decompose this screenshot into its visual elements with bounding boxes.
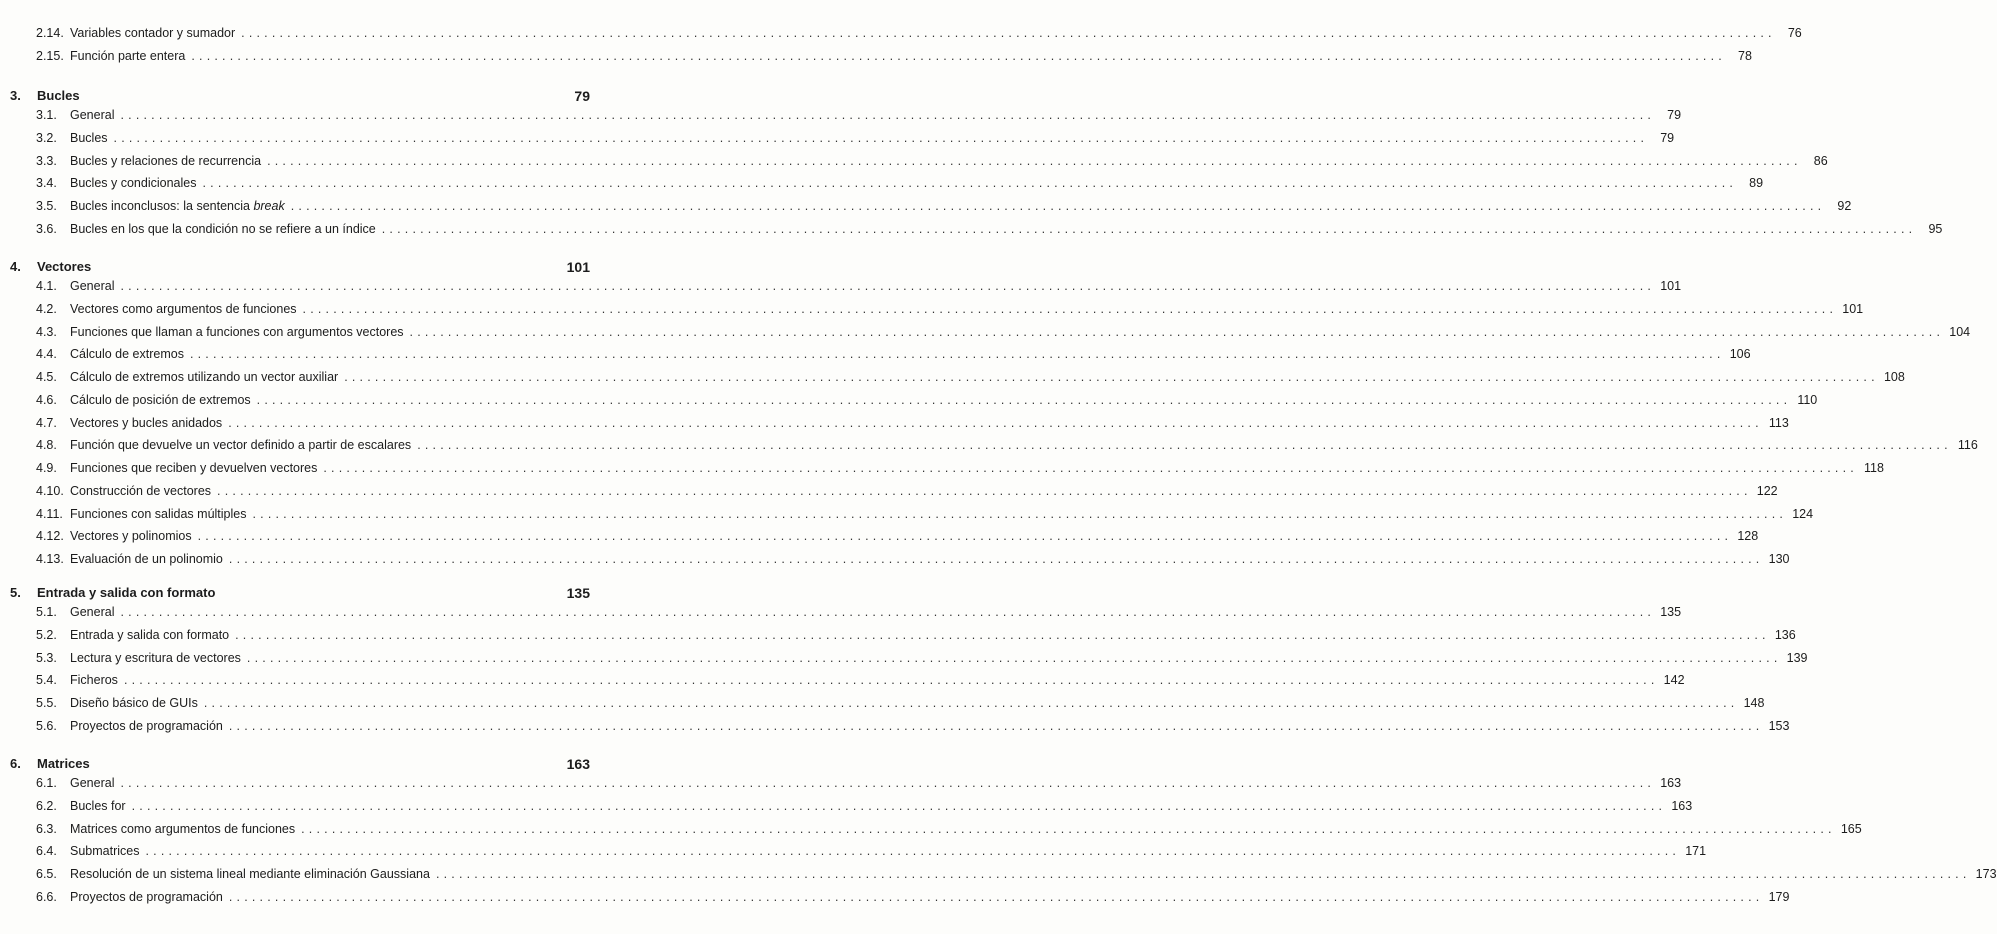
toc-entry (36, 776, 1682, 796)
entry-title: Cálculo de posición de extremos (70, 393, 251, 407)
entry-title: Diseño básico de GUIs (70, 696, 198, 710)
entry-number: 4.1. (36, 279, 57, 293)
entry-number: 5.5. (36, 696, 57, 710)
entry-number: 3.2. (36, 131, 57, 145)
entry-page: 110 (1797, 393, 1818, 407)
toc-entry (36, 822, 1862, 842)
entry-title: Bucles inconclusos: la sentencia break (70, 199, 285, 213)
dot-leader: ........................................................................................................................................................................................................ (435, 867, 1971, 881)
entry-number: 4.12. (36, 529, 64, 543)
entry-title: Proyectos de programación (70, 890, 223, 904)
toc-entry (36, 484, 1778, 504)
dot-leader: ........................................................................................................................................................................................................ (202, 176, 1738, 190)
dot-leader: ........................................................................................................................................................................................................ (120, 605, 1656, 619)
chapter-number: 4. (10, 259, 21, 274)
chapter-number: 6. (10, 756, 21, 771)
entry-number: 3.3. (36, 154, 57, 168)
toc-entry (36, 49, 1752, 69)
toc-entry (36, 393, 1818, 413)
entry-page: 148 (1743, 696, 1765, 710)
dot-leader: ........................................................................................................................................................................................................ (203, 696, 1739, 710)
toc-entry (36, 131, 1675, 151)
toc-entry (36, 651, 1808, 671)
entry-title: Lectura y escritura de vectores (70, 651, 241, 665)
toc-entry (36, 222, 1943, 242)
dot-leader: ........................................................................................................................................................................................................ (228, 552, 1764, 566)
entry-number: 6.3. (36, 822, 57, 836)
entry-title: Bucles for (70, 799, 126, 813)
entry-number: 5.6. (36, 719, 57, 733)
entry-title: Variables contador y sumador (70, 26, 236, 40)
entry-number: 4.3. (36, 325, 57, 339)
entry-title: Matrices como argumentos de funciones (70, 822, 296, 836)
entry-number: 3.1. (36, 108, 57, 122)
toc-entry (36, 719, 1790, 739)
entry-number: 2.14. (36, 26, 64, 40)
entry-page: 135 (1660, 605, 1682, 619)
chapter-title: Entrada y salida con formato (37, 585, 216, 600)
toc-entry (36, 673, 1685, 693)
chapter-heading (10, 88, 590, 110)
toc-entry (36, 347, 1751, 367)
dot-leader: ........................................................................................................................................................................................................ (381, 222, 1917, 236)
dot-leader: ........................................................................................................................................................................................................ (246, 651, 1782, 665)
dot-leader: ........................................................................................................................................................................................................ (267, 154, 1802, 168)
entry-page: 89 (1749, 176, 1764, 190)
toc-entry (36, 108, 1682, 128)
entry-title: Funciones que reciben y devuelven vectores (70, 461, 318, 475)
dot-leader: ........................................................................................................................................................................................................ (228, 890, 1764, 904)
entry-title: General (70, 108, 115, 122)
dot-leader: ........................................................................................................................................................................................................ (120, 776, 1656, 790)
entry-number: 5.4. (36, 673, 57, 687)
chapter-heading (10, 756, 590, 778)
dot-leader: ........................................................................................................................................................................................................ (120, 279, 1656, 293)
entry-number: 3.5. (36, 199, 57, 213)
dot-leader: ........................................................................................................................................................................................................ (417, 438, 1952, 452)
chapter-title: Matrices (37, 756, 90, 771)
entry-page: 79 (1667, 108, 1682, 122)
entry-title: Vectores como argumentos de funciones (70, 302, 297, 316)
entry-title: Evaluación de un polinomio (70, 552, 223, 566)
toc-entry (36, 199, 1852, 219)
toc-entry (36, 507, 1814, 527)
entry-page: 78 (1738, 49, 1752, 63)
toc-entry (36, 552, 1790, 572)
entry-page: 128 (1737, 529, 1759, 543)
entry-number: 4.4. (36, 347, 57, 361)
dot-leader: ........................................................................................................................................................................................................ (323, 461, 1858, 475)
dot-leader: ........................................................................................................................................................................................................ (197, 529, 1733, 543)
entry-title: Funciones con salidas múltiples (70, 507, 247, 521)
chapter-heading (10, 259, 590, 281)
entry-title: Función parte entera (70, 49, 186, 63)
entry-page: 122 (1756, 484, 1778, 498)
toc-entry (36, 154, 1828, 174)
dot-leader: ........................................................................................................................................................................................................ (252, 507, 1788, 521)
entry-number: 4.2. (36, 302, 57, 316)
entry-number: 2.15. (36, 49, 64, 63)
toc-entry (36, 844, 1707, 864)
entry-page: 165 (1840, 822, 1862, 836)
entry-number: 4.11. (36, 507, 63, 521)
entry-title: Funciones que llaman a funciones con argumentos vectores (70, 325, 404, 339)
entry-number: 6.1. (36, 776, 57, 790)
chapter-title: Bucles (37, 88, 80, 103)
entry-number: 6.5. (36, 867, 57, 881)
entry-title: Cálculo de extremos (70, 347, 184, 361)
entry-number: 5.3. (36, 651, 57, 665)
dot-leader: ........................................................................................................................................................................................................ (290, 199, 1826, 213)
chapter-page: 163 (566, 756, 590, 772)
dot-leader: ........................................................................................................................................................................................................ (228, 719, 1764, 733)
dot-leader: ........................................................................................................................................................................................................ (302, 302, 1838, 316)
toc-entry (36, 696, 1765, 716)
entry-number: 4.13. (36, 552, 64, 566)
dot-leader: ........................................................................................................................................................................................................ (228, 416, 1763, 430)
entry-page: 101 (1842, 302, 1864, 316)
entry-number: 4.6. (36, 393, 57, 407)
entry-number: 5.1. (36, 605, 57, 619)
toc-entry (36, 26, 1802, 46)
entry-title: General (70, 279, 115, 293)
entry-number: 3.4. (36, 176, 57, 190)
entry-page: 136 (1774, 628, 1796, 642)
toc-entry (36, 325, 1971, 345)
entry-page: 153 (1768, 719, 1790, 733)
toc-entry (36, 416, 1789, 436)
dot-leader: ........................................................................................................................................................................................................ (145, 844, 1681, 858)
toc-entry (36, 279, 1682, 299)
dot-leader: ........................................................................................................................................................................................................ (344, 370, 1879, 384)
entry-title: General (70, 776, 115, 790)
dot-leader: ........................................................................................................................................................................................................ (256, 393, 1792, 407)
entry-title: Construcción de vectores (70, 484, 212, 498)
entry-title: Vectores y bucles anidados (70, 416, 223, 430)
entry-page: 124 (1792, 507, 1814, 521)
entry-page: 101 (1660, 279, 1682, 293)
dot-leader: ........................................................................................................................................................................................................ (301, 822, 1836, 836)
entry-page: 116 (1957, 438, 1978, 452)
entry-page: 142 (1663, 673, 1685, 687)
toc-entry (36, 529, 1759, 549)
entry-page: 179 (1768, 890, 1790, 904)
entry-title: Cálculo de extremos utilizando un vector auxiliar (70, 370, 339, 384)
toc-entry (36, 370, 1905, 390)
dot-leader: ........................................................................................................................................................................................................ (120, 108, 1656, 122)
entry-title: Ficheros (70, 673, 118, 687)
chapter-number: 5. (10, 585, 21, 600)
dot-leader: ........................................................................................................................................................................................................ (191, 49, 1726, 63)
entry-title: Bucles y relaciones de recurrencia (70, 154, 262, 168)
entry-page: 118 (1864, 461, 1884, 475)
entry-number: 6.6. (36, 890, 57, 904)
entry-page: 130 (1768, 552, 1790, 566)
toc-entry (36, 461, 1884, 481)
entry-number: 5.2. (36, 628, 57, 642)
entry-title-emphasis: break (253, 199, 285, 213)
entry-page: 104 (1949, 325, 1971, 339)
entry-page: 106 (1729, 347, 1751, 361)
entry-number: 4.7. (36, 416, 57, 430)
entry-number: 4.8. (36, 438, 57, 452)
entry-page: 108 (1883, 370, 1905, 384)
entry-title: Bucles en los que la condición no se refiere a un índice (70, 222, 376, 236)
entry-page: 173 (1975, 867, 1997, 881)
dot-leader: ........................................................................................................................................................................................................ (409, 325, 1945, 339)
entry-number: 3.6. (36, 222, 57, 236)
toc-entry (36, 438, 1978, 458)
toc-entry (36, 628, 1796, 648)
entry-title: Entrada y salida con formato (70, 628, 230, 642)
chapter-heading (10, 585, 590, 607)
dot-leader: ........................................................................................................................................................................................................ (241, 26, 1776, 40)
entry-page: 76 (1787, 26, 1802, 40)
chapter-page: 101 (566, 259, 590, 275)
entry-title: Bucles y condicionales (70, 176, 197, 190)
entry-number: 6.2. (36, 799, 57, 813)
entry-page: 139 (1786, 651, 1808, 665)
entry-number: 4.5. (36, 370, 57, 384)
toc-entry (36, 867, 1997, 887)
chapter-title: Vectores (37, 259, 92, 274)
chapter-page: 79 (574, 88, 590, 104)
dot-leader: ........................................................................................................................................................................................................ (131, 799, 1667, 813)
entry-title: Vectores y polinomios (70, 529, 192, 543)
chapter-number: 3. (10, 88, 21, 103)
toc-entry (36, 302, 1864, 322)
dot-leader: ........................................................................................................................................................................................................ (123, 673, 1659, 687)
dot-leader: ........................................................................................................................................................................................................ (235, 628, 1770, 642)
dot-leader: ........................................................................................................................................................................................................ (113, 131, 1649, 145)
entry-title: Submatrices (70, 844, 140, 858)
entry-title: Bucles (70, 131, 108, 145)
entry-number: 4.10. (36, 484, 64, 498)
toc-entry (36, 799, 1693, 819)
entry-title: Resolución de un sistema lineal mediante eliminación Gaussiana (70, 867, 430, 881)
entry-title: General (70, 605, 115, 619)
dot-leader: ........................................................................................................................................................................................................ (217, 484, 1752, 498)
toc-entry (36, 605, 1682, 625)
entry-title: Proyectos de programación (70, 719, 223, 733)
entry-page: 163 (1671, 799, 1693, 813)
chapter-page: 135 (566, 585, 590, 601)
entry-page: 92 (1837, 199, 1852, 213)
entry-page: 171 (1685, 844, 1707, 858)
entry-number: 6.4. (36, 844, 57, 858)
entry-page: 113 (1768, 416, 1789, 430)
entry-page: 95 (1928, 222, 1943, 236)
entry-page: 79 (1660, 131, 1675, 145)
entry-number: 4.9. (36, 461, 57, 475)
entry-page: 163 (1660, 776, 1682, 790)
entry-page: 86 (1813, 154, 1828, 168)
toc-entry (36, 890, 1790, 910)
toc-entry (36, 176, 1764, 196)
entry-title: Función que devuelve un vector definido a partir de escalares (70, 438, 412, 452)
dot-leader: ........................................................................................................................................................................................................ (189, 347, 1725, 361)
